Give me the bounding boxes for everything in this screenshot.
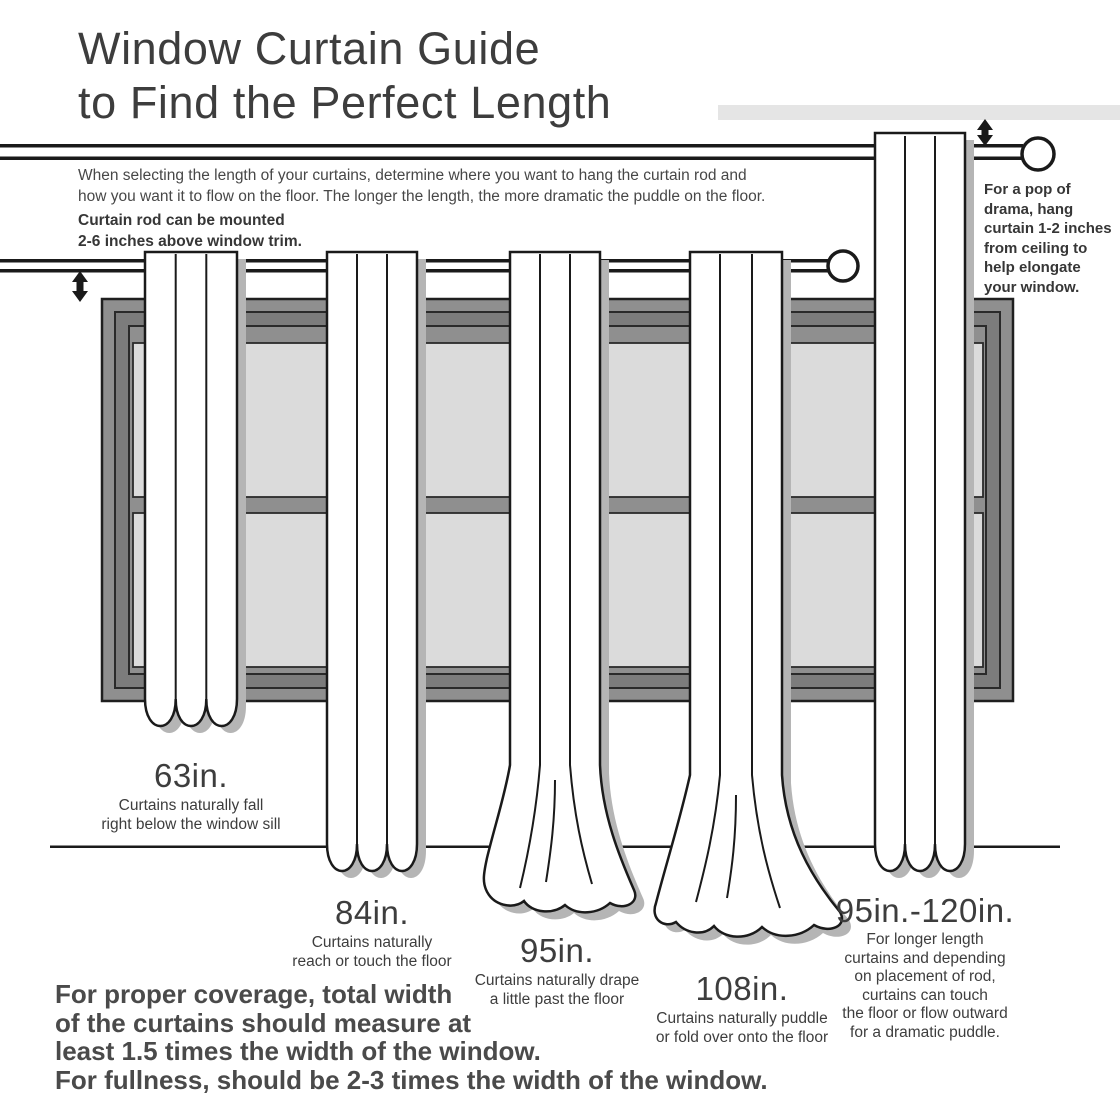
ceiling-hang-note-line: curtain 1-2 inches [984, 220, 1112, 237]
curtain-84in-desc-line: reach or touch the floor [292, 953, 452, 970]
ceiling-hang-note-line: your window. [984, 278, 1080, 296]
curtain-84in-desc-line: Curtains naturally [311, 934, 433, 951]
curtain-108in-desc-line: Curtains naturally puddle [656, 1010, 828, 1027]
ceiling-hang-note-line: help elongate [984, 259, 1081, 276]
curtain-84in [327, 252, 426, 878]
page-title [78, 22, 611, 130]
lower-rod-finial [828, 251, 858, 281]
intro-line1: When selecting the length of your curtains, determine where you want to hang the curtain rod and [78, 167, 747, 184]
curtain-95-120in [875, 133, 974, 878]
rod-mount-note-line1: Curtain rod can be mounted [78, 212, 285, 229]
curtain-63in-desc-line: Curtains naturally fall [118, 797, 264, 814]
rod-mount-note [78, 210, 302, 252]
page-title-line1: Window Curtain Guide [78, 23, 541, 74]
curtain-108in-desc-line: or fold over onto the floor [655, 1029, 829, 1046]
curtain-95-120in-label [798, 892, 1052, 1042]
curtain-95in-desc-line: Curtains naturally drape [474, 972, 640, 989]
width-guidance-line: least 1.5 times the width of the window. [55, 1036, 541, 1066]
intro-line2: how you want it to flow on the floor. The longer the length, the more dramatic the puddle on the floor. [78, 188, 766, 205]
page-title-line2: to Find the Perfect Length [78, 77, 612, 128]
curtain-84in-length: 84in. [334, 894, 410, 931]
curtain-108in-length: 108in. [695, 970, 789, 1007]
ceiling-gap-arrow-icon [977, 119, 993, 146]
upper-rod-finial [1022, 138, 1054, 170]
ceiling-hang-note [984, 180, 1120, 297]
rod-mount-note-line2: 2-6 inches above window trim. [78, 233, 302, 250]
intro-text [78, 165, 765, 207]
curtain-63in-label [66, 757, 316, 834]
ceiling-hang-note-line: drama, hang [984, 200, 1074, 218]
curtain-63in-desc [66, 796, 316, 834]
ceiling-hang-note-line: For a pop of [984, 181, 1071, 198]
curtain-95-120in-desc-line: curtains and depending [844, 949, 1006, 967]
width-guidance-line: For proper coverage, total width [55, 979, 453, 1009]
curtain-63in-desc-line: right below the window sill [101, 816, 281, 833]
curtain-95-120in-desc-line: the floor or flow outward [842, 1005, 1008, 1022]
curtain-95-120in-length: 95in.-120in. [835, 892, 1015, 929]
curtain-95-120in-desc-line: curtains can touch [862, 986, 988, 1004]
ceiling-hang-note-line: from ceiling to [984, 239, 1088, 257]
rod-height-arrow-icon [72, 271, 88, 302]
curtain-95in-desc-line: a little past the floor [489, 991, 625, 1008]
width-guidance-line: of the curtains should measure at [55, 1007, 472, 1038]
width-guidance-line: For fullness, should be 2-3 times the width of the window. [55, 1064, 768, 1095]
width-guidance-text [55, 980, 768, 1094]
curtain-95-120in-desc-line: for a dramatic puddle. [850, 1023, 1000, 1041]
curtain-95-120in-desc-line: For longer length [866, 931, 984, 948]
curtain-95in-length: 95in. [519, 932, 595, 969]
curtain-63in-length: 63in. [153, 757, 229, 794]
curtain-63in [145, 252, 246, 733]
ceiling-band [718, 105, 1120, 120]
curtain-95-120in-desc-line: on placement of rod, [854, 968, 996, 985]
curtain-95-120in-desc [798, 931, 1052, 1042]
